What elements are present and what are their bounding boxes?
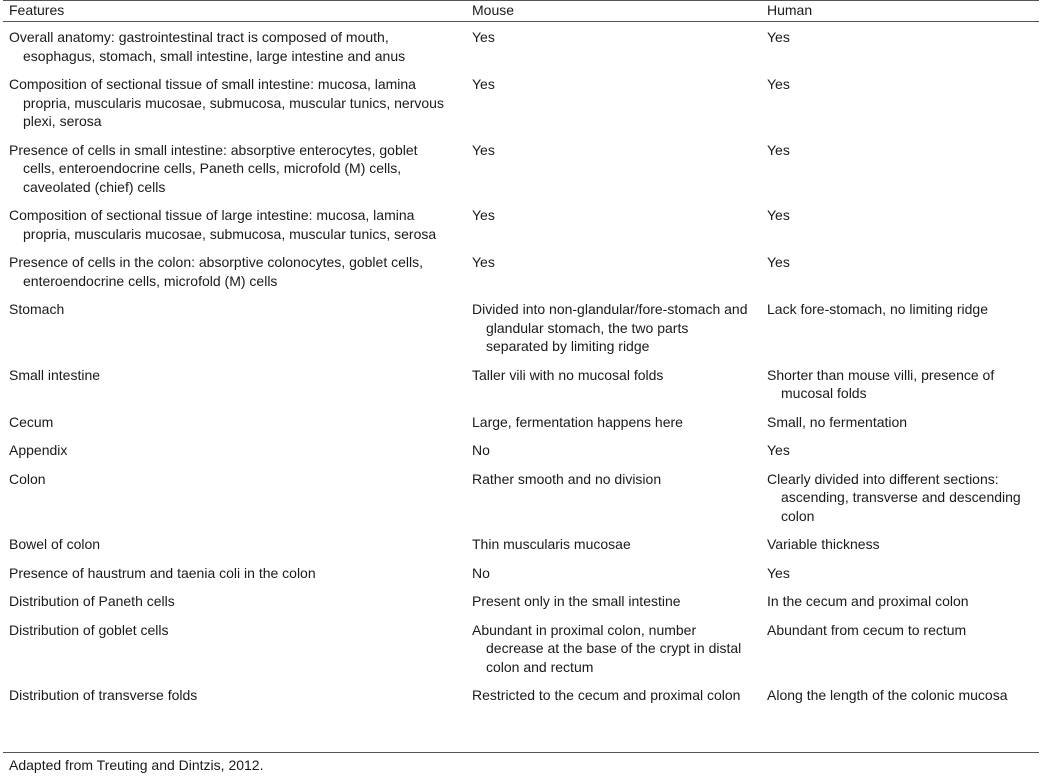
- mouse-cell-text: No: [472, 564, 490, 581]
- header-features: Features: [9, 2, 65, 18]
- feature-cell-text: Distribution of transverse folds: [9, 687, 198, 703]
- mouse-cell-text: Yes: [472, 254, 495, 270]
- human-cell: [758, 466, 1042, 532]
- mouse-cell-text: Abundant in proximal colon, number decrease at the base of the crypt in distal colon and rectum: [472, 621, 742, 675]
- mouse-cell-text: Rather smooth and no division: [472, 470, 662, 487]
- feature-cell-text: Presence of cells in small intestine: absorptive enterocytes, goblet cells, enteroendocrine cells, Paneth cells, microfold (M) cells, caveolated (chief) cells: [9, 141, 418, 195]
- mouse-cell: [463, 588, 758, 617]
- mouse-cell-text: Divided into non-glandular/fore-stomach and glandular stomach, the two parts separated by limiting ridge: [472, 301, 748, 354]
- feature-cell-text: Overall anatomy: gastrointestinal tract is composed of mouth, esophagus, stomach, small intestine, large intestine and anus: [9, 29, 406, 64]
- human-cell-text: Along the length of the colonic mucosa: [767, 687, 1008, 703]
- human-cell: [758, 560, 1042, 589]
- table-row: [0, 71, 1042, 137]
- human-cell-text: Yes: [767, 207, 790, 223]
- mouse-cell-text: Taller vili with no mucosal folds: [472, 366, 664, 383]
- human-cell: [758, 202, 1042, 249]
- mouse-cell: [463, 249, 758, 296]
- mouse-cell: [463, 296, 758, 362]
- human-cell-text: Yes: [767, 76, 790, 92]
- feature-cell-text: Cecum: [9, 413, 54, 430]
- feature-cell-text: Distribution of goblet cells: [9, 621, 169, 638]
- mouse-cell: [463, 137, 758, 203]
- human-cell: [758, 682, 1042, 711]
- feature-cell: [0, 22, 463, 71]
- table-row: [0, 22, 1042, 71]
- table-header: [0, 0, 1042, 22]
- human-cell-text: Abundant from cecum to rectum: [767, 621, 967, 638]
- mouse-cell-text: Yes: [472, 76, 495, 92]
- feature-cell: [0, 137, 463, 203]
- mouse-cell: [463, 409, 758, 438]
- header-row: [0, 0, 1042, 22]
- human-cell: [758, 437, 1042, 466]
- human-cell-text: Yes: [767, 29, 790, 45]
- table-row: [0, 682, 1042, 711]
- mouse-cell: [463, 71, 758, 137]
- mouse-cell-text: Yes: [472, 141, 495, 158]
- feature-cell: [0, 437, 463, 466]
- bottom-rule: [3, 752, 1039, 753]
- table-body: [0, 22, 1042, 711]
- human-cell: [758, 409, 1042, 438]
- mouse-cell: [463, 531, 758, 560]
- mouse-cell: [463, 682, 758, 711]
- human-cell-text: Yes: [767, 254, 790, 270]
- feature-cell: [0, 588, 463, 617]
- header-rule: [3, 21, 1039, 22]
- table-row: [0, 409, 1042, 438]
- feature-cell-text: Stomach: [9, 301, 65, 317]
- mouse-cell: [463, 560, 758, 589]
- mouse-cell-text: Thin muscularis mucosae: [472, 536, 631, 552]
- mouse-cell: [463, 437, 758, 466]
- mouse-cell-text: Large, fermentation happens here: [472, 413, 683, 430]
- mouse-cell-text: Present only in the small intestine: [472, 593, 681, 609]
- feature-cell: [0, 71, 463, 137]
- table-row: [0, 249, 1042, 296]
- mouse-cell: [463, 202, 758, 249]
- table-row: [0, 588, 1042, 617]
- header-mouse: Mouse: [472, 2, 515, 18]
- feature-cell: [0, 202, 463, 249]
- feature-cell-text: Presence of cells in the colon: absorptive colonocytes, goblet cells, enteroendocrine cells, microfold (M) cells: [9, 254, 424, 289]
- mouse-cell: [463, 362, 758, 409]
- feature-cell-text: Small intestine: [9, 366, 101, 383]
- feature-cell-text: Presence of haustrum and taenia coli in the colon: [9, 564, 316, 581]
- human-cell: [758, 137, 1042, 203]
- feature-cell-text: Distribution of Paneth cells: [9, 593, 175, 609]
- table-row: [0, 466, 1042, 532]
- human-cell: [758, 531, 1042, 560]
- table-row: [0, 202, 1042, 249]
- human-cell-text: Small, no fermentation: [767, 413, 908, 430]
- mouse-cell-text: Restricted to the cecum and proximal colon: [472, 687, 741, 703]
- human-cell-text: In the cecum and proximal colon: [767, 593, 969, 609]
- human-cell-text: Yes: [767, 141, 790, 158]
- feature-cell-text: Appendix: [9, 442, 68, 458]
- human-cell-text: Yes: [767, 442, 790, 458]
- feature-cell-text: Composition of sectional tissue of large intestine: mucosa, lamina propria, muscularis mucosae, submucosa, muscular tunics, serosa: [9, 207, 437, 242]
- table-row: [0, 617, 1042, 683]
- table-row: [0, 137, 1042, 203]
- feature-cell-text: Bowel of colon: [9, 536, 101, 552]
- mouse-cell: [463, 617, 758, 683]
- feature-cell: [0, 362, 463, 409]
- human-cell: [758, 617, 1042, 683]
- human-cell-text: Yes: [767, 564, 790, 581]
- mouse-cell: [463, 22, 758, 71]
- feature-cell: [0, 409, 463, 438]
- human-cell-text: Shorter than mouse villi, presence of mucosal folds: [767, 366, 995, 401]
- feature-cell: [0, 531, 463, 560]
- feature-cell: [0, 682, 463, 711]
- human-cell-text: Lack fore-stomach, no limiting ridge: [767, 301, 988, 317]
- table-row: [0, 437, 1042, 466]
- human-cell: [758, 588, 1042, 617]
- feature-cell: [0, 560, 463, 589]
- feature-cell: [0, 296, 463, 362]
- feature-cell: [0, 249, 463, 296]
- table-row: [0, 560, 1042, 589]
- human-cell: [758, 249, 1042, 296]
- human-cell: [758, 362, 1042, 409]
- source-footnote: Adapted from Treuting and Dintzis, 2012.: [9, 757, 264, 773]
- header-human: Human: [767, 2, 813, 18]
- human-cell: [758, 22, 1042, 71]
- table-row: [0, 362, 1042, 409]
- human-cell-text: Variable thickness: [767, 536, 880, 552]
- mouse-cell: [463, 466, 758, 532]
- human-cell: [758, 296, 1042, 362]
- mouse-cell-text: No: [472, 442, 490, 458]
- table-row: [0, 531, 1042, 560]
- feature-cell: [0, 617, 463, 683]
- table-row: [0, 296, 1042, 362]
- human-cell: [758, 71, 1042, 137]
- feature-cell-text: Composition of sectional tissue of small intestine: mucosa, lamina propria, muscularis mucosae, submucosa, muscular tunics, nervous plexi, serosa: [9, 76, 444, 129]
- feature-cell-text: Colon: [9, 470, 46, 487]
- mouse-cell-text: Yes: [472, 29, 495, 45]
- top-rule: [3, 0, 1039, 1]
- mouse-cell-text: Yes: [472, 207, 495, 223]
- human-cell-text: Clearly divided into different sections: ascending, transverse and descending colon: [767, 470, 1021, 524]
- feature-cell: [0, 466, 463, 532]
